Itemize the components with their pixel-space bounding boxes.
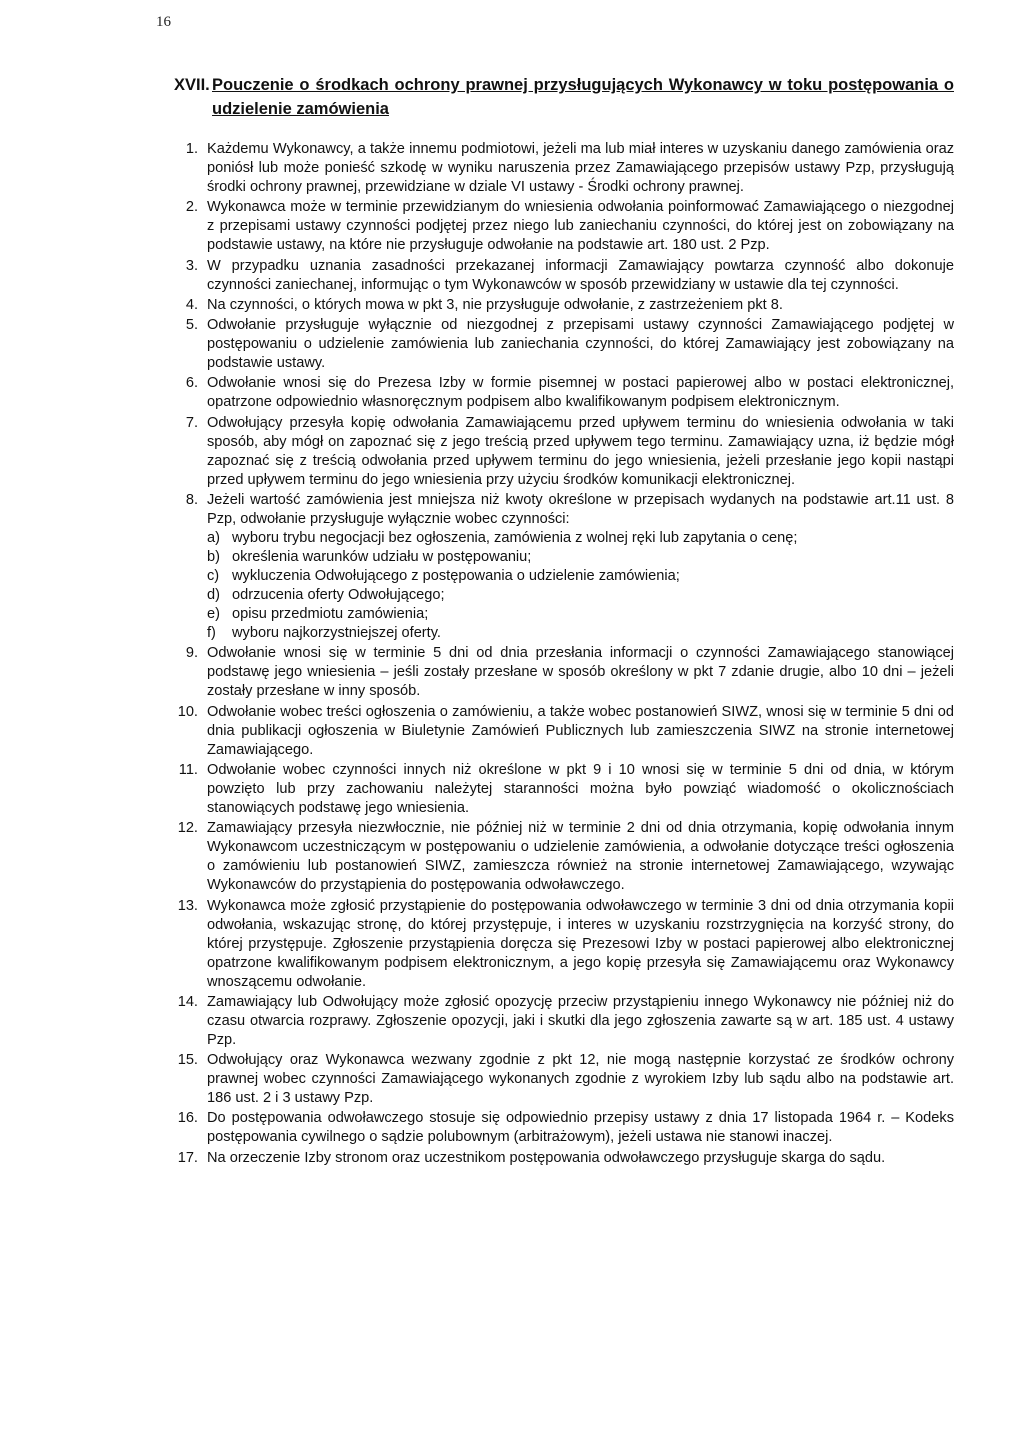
list-item-number: 12. (177, 820, 198, 837)
list-item-text: Każdemu Wykonawcy, a także innemu podmiotowi, jeżeli ma lub miał interes w uzyskaniu danego zamówienia oraz poniósł lub może ponieść szkodę w wyniku naruszenia przez Zamawiającego przepisów ustawy Pzp, przysługują środki ochrony prawnej, przewidziane w dziale VI ustawy - Środki ochrony prawnej. (207, 141, 954, 195)
list-item-text: Na orzeczenie Izby stronom oraz uczestnikom postępowania odwoławczego przysługuje skarga do sądu. (207, 1149, 886, 1166)
list-item (168, 897, 954, 992)
list-item-number: 7. (185, 414, 198, 431)
list-item-number: 4. (185, 296, 198, 313)
list-item (168, 1051, 954, 1108)
list-item-number: 8. (185, 492, 198, 509)
numbered-list (168, 140, 954, 1169)
section-heading (174, 73, 954, 121)
sub-list-item (207, 624, 954, 643)
sub-list-item (207, 529, 954, 548)
list-item-number: 2. (185, 199, 198, 216)
list-item-number: 5. (185, 317, 198, 334)
sub-list-item-text: odrzucenia oferty Odwołującego; (232, 587, 445, 604)
list-item-number: 6. (185, 375, 198, 392)
sub-list-item-text: wyboru trybu negocjacji bez ogłoszenia, zamówienia z wolnej ręki lub zapytania o cenę; (232, 530, 798, 547)
list-item-text: Wykonawca może w terminie przewidzianym do wniesienia odwołania poinformować Zamawiającego o niezgodnej z przepisami ustawy czynności podjętej przez niego lub zaniechaniu czynności, do której jest on zobowiązany na podstawie ustawy, na które nie przysługuje odwołanie na podstawie art. 180 ust. 2 Pzp. (207, 199, 954, 254)
sub-list-item-letter: e) (207, 606, 220, 623)
list-item (168, 644, 954, 701)
sub-list-item-text: opisu przedmiotu zamówienia; (232, 606, 429, 623)
list-item (168, 703, 954, 760)
list-item-text: Do postępowania odwoławczego stosuje się odpowiednio przepisy ustawy z dnia 17 listopada 1964 r. – Kodeks postępowania cywilnego o sądzie polubownym (arbitrażowym), jeżeli ustawa nie stanowi inaczej. (207, 1110, 954, 1146)
sub-list-item-text: wykluczenia Odwołującego z postępowania o udzielenie zamówienia; (232, 568, 680, 585)
list-item-text: W przypadku uznania zasadności przekazanej informacji Zamawiający powtarza czynność albo dokonuje czynności zaniechanej, informując o tym Wykonawców w sposób przewidziany w ustawie dla tej czynności. (207, 257, 954, 293)
list-item-text: Odwołanie wnosi się w terminie 5 dni od dnia przesłania informacji o czynności Zamawiającego stanowiącej podstawę jego wniesienia – jeśli zostały przesłane w sposób określony w pkt 7 zdanie drugie, albo 10 dni – jeżeli zostały przesłane w inny sposób. (207, 645, 954, 700)
list-item-number: 11. (178, 761, 198, 778)
list-item (168, 491, 954, 643)
list-item-text: Zamawiający lub Odwołujący może zgłosić opozycję przeciw przystąpieniu innego Wykonawcy nie później niż do czasu otwarcia rozprawy. Zgłoszenie opozycji, jaki i skutki dla jego zgłoszenia zawarte są w art. 185 ust. 4 ustawy Pzp. (207, 993, 954, 1048)
list-item (168, 761, 954, 818)
list-item (168, 414, 954, 490)
section-number: XVII. (174, 76, 210, 94)
list-item-text: Odwołanie wobec czynności innych niż określone w pkt 9 i 10 wnosi się w terminie 5 dni od dnia, w którym powzięto lub przy zachowaniu należytej staranności można było powziąć wiadomość o okolicznościach stanowiących podstawę jego wniesienia. (207, 761, 954, 816)
list-item (168, 819, 954, 895)
list-item (168, 993, 954, 1050)
sub-list-item-letter: a) (207, 530, 220, 547)
sub-list-item (207, 567, 954, 586)
list-item-number: 15. (177, 1052, 198, 1069)
sub-list-item-letter: c) (207, 568, 220, 585)
sub-list-item-text: wyboru najkorzystniejszej oferty. (232, 625, 441, 642)
sub-list-item-letter: f) (207, 625, 216, 642)
list-item (168, 374, 954, 412)
page-number: 16 (156, 14, 171, 30)
list-item-text: Zamawiający przesyła niezwłocznie, nie później niż w terminie 2 dni od dnia otrzymania, kopię odwołania innym Wykonawcom uczestniczącym w postępowaniu o udzielenie zamówienia, a odwołanie dotyczące treści ogłoszenia o zamówieniu lub postanowień SIWZ, zamieszcza również na stronie internetowej Zamawiającego, wzywając Wykonawców do przystąpienia do postępowania odwoławczego. (207, 820, 954, 894)
list-item (168, 1109, 954, 1147)
sub-list-item-letter: b) (207, 549, 220, 566)
list-item-number: 14. (177, 993, 198, 1010)
list-item-text: Wykonawca może zgłosić przystąpienie do postępowania odwoławczego w terminie 3 dni od dnia otrzymania kopii odwołania, wskazując stronę, do której przystępuje, i interes w uzyskaniu rozstrzygnięcia na korzyść strony, do której przystępuje. Zgłoszenie przystąpienia doręcza się Prezesowi Izby w postaci papierowej albo elektronicznej opatrzone kwalifikowanym podpisem elektronicznym, a jego kopię przesyła się Zamawiającemu oraz Wykonawcy wnoszącemu odwołanie. (207, 897, 954, 990)
list-item-text: Odwołujący przesyła kopię odwołania Zamawiającemu przed upływem terminu do wniesienia odwołania w taki sposób, aby mógł on zapoznać się z jego treścią przed upływem tego terminu. Zamawiający uzna, iż będzie mógł zapoznać się z treścią odwołania przed upływem terminu do jego wniesienia, jeżeli przesłanie jego kopii nastąpi przed upływem terminu do jego wniesienia przy użyciu środków komunikacji elektronicznej. (207, 414, 954, 488)
list-item-text: Na czynności, o których mowa w pkt 3, nie przysługuje odwołanie, z zastrzeżeniem pkt 8. (207, 296, 783, 313)
list-item (168, 198, 954, 255)
sub-list-item (207, 586, 954, 605)
list-item (168, 257, 954, 295)
list-item (168, 296, 954, 315)
list-item-text: Jeżeli wartość zamówienia jest mniejsza niż kwoty określone w przepisach wydanych na podstawie art.11 ust. 8 Pzp, odwołanie przysługuje wyłącznie wobec czynności: (207, 492, 954, 528)
list-item (168, 1149, 954, 1168)
list-item (168, 140, 954, 197)
sub-list-item-letter: d) (207, 587, 220, 604)
list-item (168, 316, 954, 373)
section-title: Pouczenie o środkach ochrony prawnej przysługujących Wykonawcy w toku postępowania o udzielenie zamówienia (212, 76, 954, 118)
sub-list-item-text: określenia warunków udziału w postępowaniu; (232, 549, 532, 566)
sub-list-item (207, 548, 954, 567)
list-item-text: Odwołanie wnosi się do Prezesa Izby w formie pisemnej w postaci papierowej albo w postaci elektronicznej, opatrzone odpowiednio własnoręcznym podpisem albo kwalifikowanym podpisem elektronicznym. (207, 375, 954, 411)
list-item-text: Odwołujący oraz Wykonawca wezwany zgodnie z pkt 12, nie mogą następnie korzystać ze środków ochrony prawnej wobec czynności Zamawiającego wykonanych zgodnie z wyrokiem Izby lub sądu albo na podstawie art. 186 ust. 2 i 3 ustawy Pzp. (207, 1052, 954, 1107)
list-item-number: 13. (177, 897, 198, 914)
sub-list-item (207, 605, 954, 624)
list-item-text: Odwołanie wobec treści ogłoszenia o zamówieniu, a także wobec postanowień SIWZ, wnosi się w terminie 5 dni od dnia publikacji ogłoszenia w Biuletynie Zamówień Publicznych lub zamieszczenia SIWZ na stronie internetowej Zamawiającego. (207, 703, 954, 758)
list-item-number: 9. (185, 645, 198, 662)
list-item-number: 3. (185, 257, 198, 274)
list-item-number: 17. (177, 1149, 198, 1166)
list-item-text: Odwołanie przysługuje wyłącznie od niezgodnej z przepisami ustawy czynności Zamawiającego podjętej w postępowaniu o udzielenie zamówienia lub zaniechania czynności, do której Zamawiający jest zobowiązany na podstawie ustawy. (207, 317, 954, 372)
list-item-number: 1. (185, 141, 198, 157)
list-item-number: 16. (177, 1110, 198, 1127)
list-item-number: 10. (177, 703, 198, 720)
